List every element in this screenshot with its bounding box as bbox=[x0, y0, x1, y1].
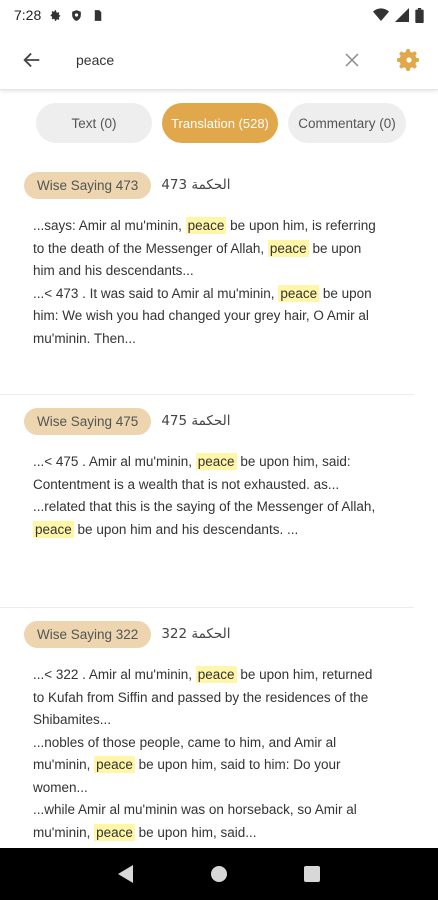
tab-text[interactable]: Text (0) bbox=[36, 103, 152, 143]
snippet-text: be upon him and his descendants. ... bbox=[73, 521, 299, 537]
arabic-reference: 475 الحكمة bbox=[161, 413, 231, 429]
arabic-reference: 473 الحكمة bbox=[161, 177, 231, 193]
snippet-paragraph bbox=[33, 496, 378, 541]
highlighted-term: peace bbox=[280, 285, 318, 301]
nav-home-button[interactable] bbox=[207, 862, 231, 886]
gear-icon bbox=[49, 9, 62, 22]
snippet-paragraph bbox=[33, 799, 378, 844]
highlighted-term: peace bbox=[197, 454, 235, 469]
status-time: 7:28 bbox=[14, 7, 42, 23]
snippet-text: ...related that this is the saying of the Messenger of Allah, bbox=[33, 499, 376, 514]
recents-square-icon bbox=[304, 866, 320, 882]
snippet-text: be upon him, said to him: Do your women... bbox=[33, 757, 341, 795]
gear-icon bbox=[396, 47, 422, 73]
filter-tabs bbox=[0, 90, 438, 143]
snippet-text: be upon him, said... bbox=[134, 824, 257, 840]
status-right bbox=[373, 8, 424, 23]
snippet-text: ...< 475 . Amir al mu'minin, bbox=[33, 454, 196, 469]
snippet-paragraph bbox=[33, 664, 378, 732]
result-header bbox=[24, 407, 390, 435]
highlighted-term: peace bbox=[96, 757, 133, 772]
snippet-text: be upon him and his descendants... bbox=[33, 240, 362, 278]
snippet-text: be upon him: We wish you had changed your grey hair, O Amir al mu'minin. Then... bbox=[33, 285, 372, 346]
nav-back-button[interactable] bbox=[114, 862, 138, 886]
tab-commentary[interactable]: Commentary (0) bbox=[288, 103, 406, 143]
results-list bbox=[0, 159, 438, 868]
back-button[interactable] bbox=[16, 44, 48, 76]
result-item[interactable] bbox=[0, 608, 414, 868]
snippet-text: ...while Amir al mu'minin was on horseback, so Amir al mu'minin, bbox=[33, 802, 357, 840]
sim-card-icon bbox=[91, 9, 104, 22]
snippet-text: ...< 473 . It was said to Amir al mu'minin, bbox=[33, 285, 279, 301]
snippet-text: ...nobles of those people, came to him, and Amir al mu'minin, bbox=[33, 734, 337, 772]
snippet-paragraph bbox=[33, 215, 378, 283]
snippet-text: ...says: Amir al mu'minin, bbox=[33, 218, 186, 233]
search-input[interactable] bbox=[76, 52, 316, 68]
settings-button[interactable] bbox=[392, 43, 426, 77]
close-icon bbox=[343, 51, 361, 69]
snippet-text: ...< 322 . Amir al mu'minin, bbox=[33, 667, 196, 682]
snippet-paragraph bbox=[33, 451, 378, 496]
wise-saying-badge[interactable]: Wise Saying 473 bbox=[24, 172, 151, 199]
snippet-paragraph bbox=[33, 732, 378, 800]
result-item[interactable] bbox=[0, 159, 414, 395]
arabic-reference: 322 الحكمة bbox=[161, 626, 231, 642]
highlighted-term: peace bbox=[187, 218, 225, 233]
highlighted-term: peace bbox=[197, 667, 235, 682]
home-circle-icon bbox=[210, 865, 228, 883]
highlighted-term: peace bbox=[96, 824, 133, 840]
snippet-text: be upon him, said: Contentment is a wealth that is not exhausted. as... bbox=[33, 454, 351, 492]
snippet-paragraph bbox=[33, 283, 378, 351]
result-snippet bbox=[24, 451, 390, 541]
snippet-text: be upon him, is referring to the death of the Messenger of Allah, bbox=[33, 218, 376, 256]
wise-saying-badge[interactable]: Wise Saying 322 bbox=[24, 621, 151, 648]
arrow-left-icon bbox=[21, 49, 43, 71]
tab-translation[interactable]: Translation (528) bbox=[162, 103, 278, 143]
highlighted-term: peace bbox=[269, 240, 307, 256]
nav-recents-button[interactable] bbox=[300, 862, 324, 886]
signal-icon bbox=[395, 8, 409, 22]
snippet-text: be upon him, returned to Kufah from Siffin and passed by the residences of the Shibamites... bbox=[33, 667, 373, 727]
clear-search-button[interactable] bbox=[336, 44, 368, 76]
search-bar bbox=[0, 30, 438, 90]
wise-saying-badge[interactable]: Wise Saying 475 bbox=[24, 408, 151, 435]
status-left bbox=[14, 7, 104, 23]
result-header bbox=[24, 620, 390, 648]
status-bar bbox=[0, 0, 438, 30]
system-nav-bar bbox=[0, 848, 438, 900]
highlighted-term: peace bbox=[35, 521, 72, 537]
back-triangle-icon bbox=[118, 865, 134, 883]
shield-icon bbox=[70, 9, 83, 22]
battery-icon bbox=[415, 8, 424, 23]
result-header bbox=[24, 171, 390, 199]
result-item[interactable] bbox=[0, 395, 414, 608]
result-snippet bbox=[24, 664, 390, 844]
wifi-icon bbox=[373, 8, 389, 22]
result-snippet bbox=[24, 215, 390, 350]
